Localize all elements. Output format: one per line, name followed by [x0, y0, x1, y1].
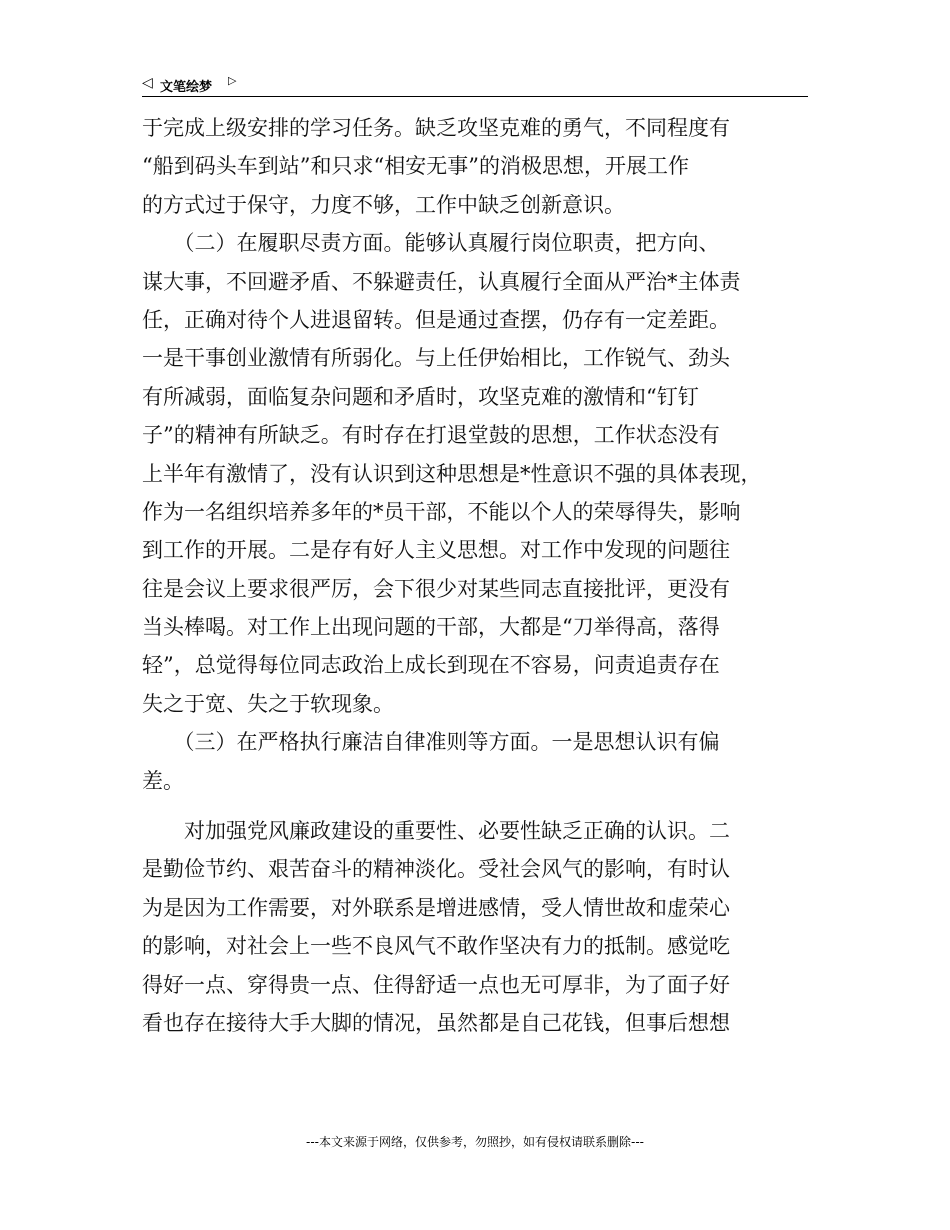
text-line: 有所减弱，面临复杂问题和矛盾时，攻坚克难的激情和“钉钉	[142, 384, 699, 409]
text-line: 得好一点、穿得贵一点、住得舒适一点也无可厚非，为了面子好	[142, 972, 730, 997]
text-line: 子”的精神有所缺乏。有时存在打退堂鼓的思想，工作状态没有	[142, 423, 720, 448]
text-line: 任，正确对待个人进退留转。但是通过查摆，仍存有一定差距。	[142, 307, 730, 332]
text-line: 差。	[142, 768, 184, 793]
text-line: 看也存在接待大手大脚的情况，虽然都是自己花钱，但事后想想	[142, 1010, 730, 1035]
text-line: 作为一名组织培养多年的*员干部，不能以个人的荣辱得失，影响	[142, 499, 741, 524]
text-line: 失之于宽、失之于软现象。	[142, 691, 394, 716]
text-line: 对加强党风廉政建设的重要性、必要性缺乏正确的认识。二	[142, 819, 730, 844]
text-line: 一是干事创业激情有所弱化。与上任伊始相比，工作锐气、劲头	[142, 346, 730, 371]
text-line: 是勤俭节约、艰苦奋斗的精神淡化。受社会风气的影响，有时认	[142, 857, 730, 882]
text-line: 谋大事，不回避矛盾、不躲避责任，认真履行全面从严治*主体责	[142, 269, 741, 294]
brand-name: 文笔绘梦	[160, 80, 213, 95]
text-line: 的影响，对社会上一些不良风气不敢作坚决有力的抵制。感觉吃	[142, 934, 730, 959]
page-header	[142, 72, 808, 97]
page-footer: ---本文来源于网络，仅供参考，勿照抄，如有侵权请联系删除---	[306, 1135, 644, 1149]
text-line: 于完成上级安排的学习任务。缺乏攻坚克难的勇气，不同程度有	[142, 116, 730, 140]
text-line: 的方式过于保守，力度不够，工作中缺乏创新意识。	[142, 192, 625, 217]
text-line: 为是因为工作需要，对外联系是增进感情，受人情世故和虚荣心	[142, 895, 730, 920]
document-body	[142, 109, 814, 1042]
text-line: 上半年有激情了，没有认识到这种思想是*性意识不强的具体表现，	[142, 461, 762, 486]
text-line: 往是会议上要求很严厉，会下很少对某些同志直接批评，更没有	[142, 576, 730, 601]
text-line: （三）在严格执行廉洁自律准则等方面。一是思想认识有偏	[142, 730, 720, 755]
text-line: 当头棒喝。对工作上出现问题的干部，大都是“刀举得高，落得	[142, 615, 720, 640]
text-line: 到工作的开展。二是存有好人主义思想。对工作中发现的问题往	[142, 538, 730, 563]
text-line: （二）在履职尽责方面。能够认真履行岗位职责，把方向、	[142, 231, 720, 256]
triangle-right-icon: ▷	[228, 74, 237, 87]
triangle-left-icon: ◁	[142, 75, 153, 91]
text-line: 轻”，总觉得每位同志政治上成长到现在不容易，问责追责存在	[142, 653, 720, 678]
text-line: “船到码头车到站”和只求“相安无事”的消极思想，开展工作	[142, 154, 689, 179]
paragraph-gap	[142, 800, 814, 812]
